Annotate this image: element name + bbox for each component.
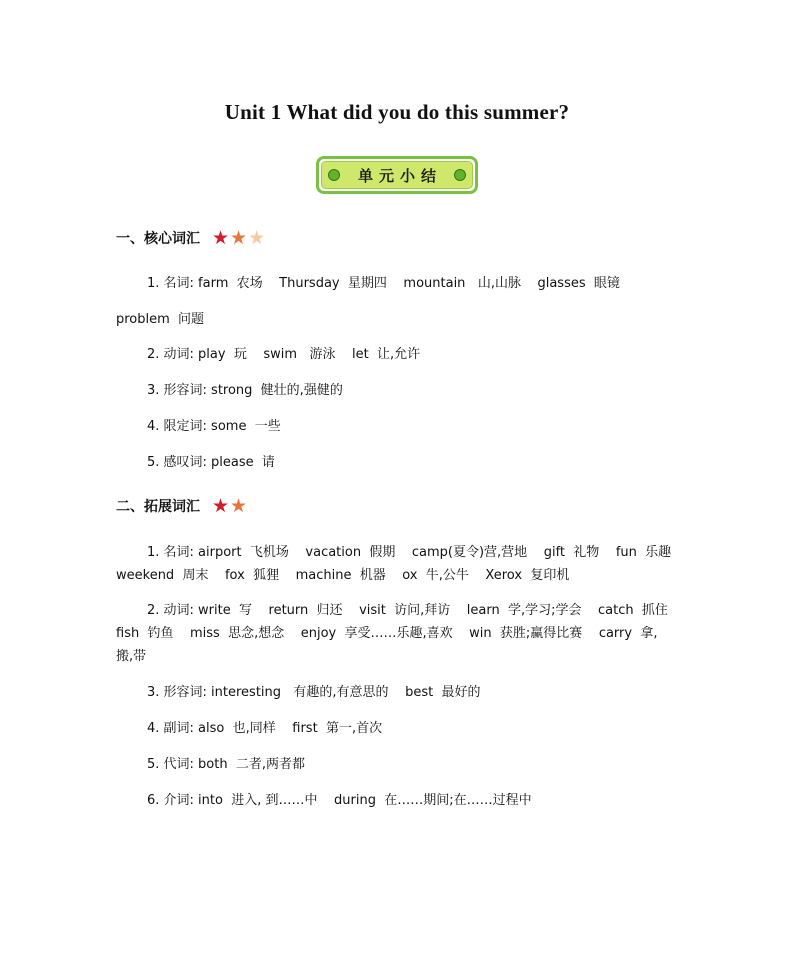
left-dot-icon <box>328 169 340 181</box>
vocab-line: 3. 形容词: strong 健壮的,强健的 <box>147 383 343 398</box>
badge-label: 单元小结 <box>357 166 442 185</box>
vocab-line: 2. 动词: write 写 return 归还 visit 访问,拜访 learn 学,学习;学会 catch 抓住 <box>147 603 668 618</box>
page-title: Unit 1 What did you do this summer? <box>224 100 570 124</box>
vocab-line: fish 钓鱼 miss 思念,想念 enjoy 享受……乐趣,喜欢 win 获胜;赢得比赛 carry 拿, <box>116 626 658 641</box>
vocab-line: 6. 介词: into 进入, 到……中 during 在……期间;在……过程中 <box>147 793 532 808</box>
half-star-icon: ★ <box>230 494 248 517</box>
half-star-icon: ★ <box>248 226 266 249</box>
vocab-line: 搬,带 <box>116 649 147 664</box>
vocab-line: 5. 感叹词: please 请 <box>147 455 275 470</box>
section-heading-core <box>116 228 265 248</box>
section-heading-extended <box>116 496 247 516</box>
vocab-line: 1. 名词: farm 农场 Thursday 星期四 mountain 山,山脉 glasses 眼镜 <box>147 276 620 291</box>
star-icon: ★ <box>212 226 230 249</box>
star-icon: ★ <box>212 494 230 517</box>
section-badge <box>316 156 478 194</box>
vocab-line: 5. 代词: both 二者,两者都 <box>147 757 305 772</box>
section-heading-text: 一、核心词汇 <box>116 231 200 247</box>
difficulty-stars <box>212 494 248 517</box>
vocab-line: 2. 动词: play 玩 swim 游泳 let 让,允许 <box>147 347 421 362</box>
right-dot-icon <box>454 169 466 181</box>
vocab-line: 3. 形容词: interesting 有趣的,有意思的 best 最好的 <box>147 685 481 700</box>
vocab-line: weekend 周末 fox 狐狸 machine 机器 ox 牛,公牛 Xerox 复印机 <box>116 568 570 583</box>
vocab-line: 1. 名词: airport 飞机场 vacation 假期 camp(夏令)营,营地 gift 礼物 fun 乐趣 <box>147 545 672 560</box>
vocab-line: problem 问题 <box>116 312 205 327</box>
star-icon: ★ <box>230 226 248 249</box>
vocab-line: 4. 限定词: some 一些 <box>147 419 281 434</box>
difficulty-stars <box>212 226 266 249</box>
vocab-line: 4. 副词: also 也,同样 first 第一,首次 <box>147 721 383 736</box>
section-heading-text: 二、拓展词汇 <box>116 499 200 515</box>
